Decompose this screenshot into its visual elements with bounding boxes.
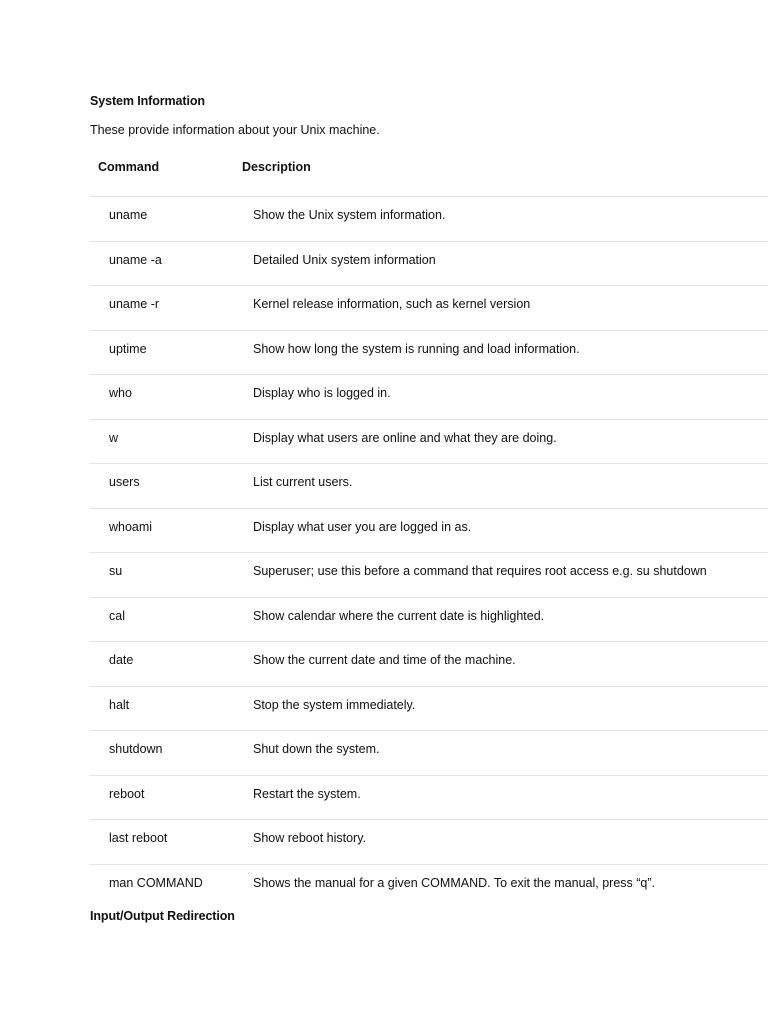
description-cell: Restart the system. (253, 786, 361, 801)
table-row (90, 642, 768, 687)
description-cell: Display what user you are logged in as. (253, 519, 472, 534)
description-cell: Show the Unix system information. (253, 208, 446, 222)
description-cell: Detailed Unix system information (253, 252, 436, 267)
table-row (90, 375, 768, 420)
table-row (90, 197, 768, 242)
command-cell: whoami (109, 519, 153, 534)
table-row (90, 731, 768, 776)
description-cell: Display what users are online and what they are doing. (253, 430, 557, 445)
command-cell: halt (109, 697, 130, 712)
command-cell: shutdown (109, 742, 163, 756)
description-cell: Show calendar where the current date is highlighted. (253, 608, 545, 623)
description-cell: Show reboot history. (253, 831, 367, 845)
description-cell: Show the current date and time of the machine. (253, 653, 516, 667)
command-cell: su (109, 564, 123, 578)
command-cell: uname -r (109, 297, 160, 311)
section-title-system-information: System Information (90, 94, 205, 108)
command-cell: uptime (109, 341, 147, 356)
commands-table (90, 146, 768, 909)
section-title-input-output-redirection: Input/Output Redirection (90, 909, 235, 923)
table-row (90, 331, 768, 376)
section-intro: These provide information about your Unix machine. (90, 123, 380, 137)
table-row (90, 464, 768, 509)
header-command: Command (98, 160, 160, 174)
command-cell: w (109, 430, 119, 445)
command-cell: man COMMAND (109, 875, 203, 890)
table-row (90, 509, 768, 554)
table-header (90, 146, 768, 197)
table-row (90, 776, 768, 821)
command-cell: who (109, 386, 132, 400)
table-row (90, 553, 768, 598)
description-cell: Display who is logged in. (253, 386, 391, 400)
command-cell: cal (109, 608, 125, 623)
table-row (90, 420, 768, 465)
table-row (90, 687, 768, 732)
table-row (90, 286, 768, 331)
table-row (90, 820, 768, 865)
command-cell: last reboot (109, 831, 168, 845)
table-row (90, 598, 768, 643)
command-cell: reboot (109, 786, 145, 801)
description-cell: Stop the system immediately. (253, 697, 416, 712)
command-cell: uname (109, 208, 148, 222)
header-description: Description (242, 160, 311, 174)
command-cell: uname -a (109, 252, 162, 267)
command-cell: users (109, 475, 140, 489)
description-cell: Kernel release information, such as kernel version (253, 297, 531, 311)
description-cell: List current users. (253, 475, 353, 489)
description-cell: Shut down the system. (253, 742, 380, 756)
table-row (90, 865, 768, 910)
table-row (90, 242, 768, 287)
description-cell: Show how long the system is running and load information. (253, 341, 580, 356)
description-cell: Shows the manual for a given COMMAND. To exit the manual, press “q”. (253, 875, 656, 890)
command-cell: date (109, 653, 134, 667)
description-cell: Superuser; use this before a command that requires root access e.g. su shutdown (253, 564, 707, 578)
